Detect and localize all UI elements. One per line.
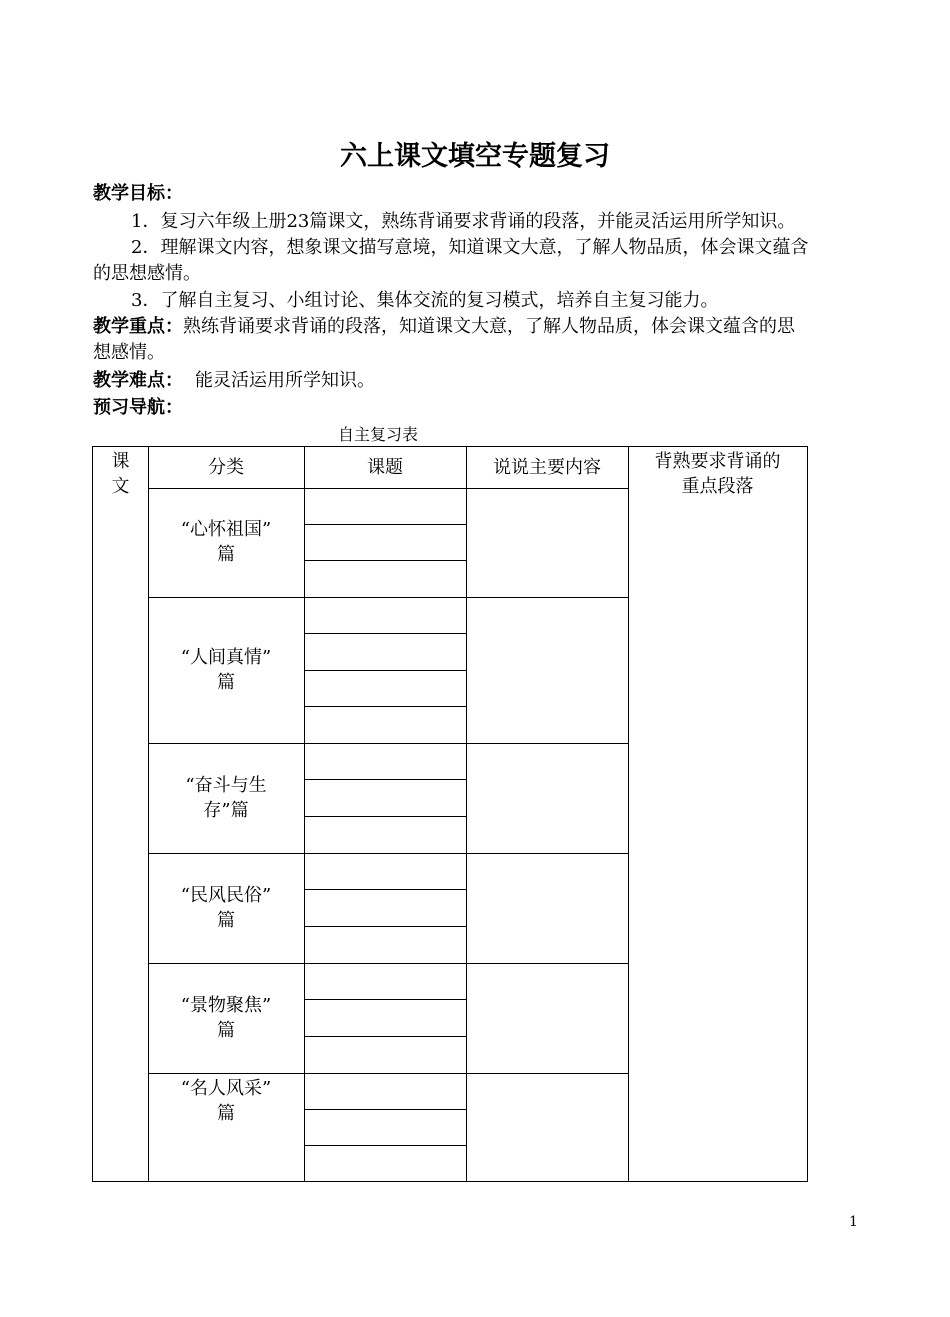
title-row-divider xyxy=(304,999,466,1000)
category-suffix: 篇 xyxy=(217,672,235,693)
page-number: 1 xyxy=(849,1214,858,1230)
col-divider xyxy=(628,447,629,1181)
group-divider xyxy=(148,743,628,744)
objective-2: 2．理解课文内容，想象课文描写意境，知道课文大意，了解人物品质，体会课文蕴含 xyxy=(131,237,809,258)
difficulty-text: 能灵活运用所学知识。 xyxy=(195,370,375,391)
category-cell xyxy=(148,517,304,567)
category-suffix: 篇 xyxy=(217,910,235,931)
title-row-divider xyxy=(304,670,466,671)
header-recite xyxy=(628,449,807,499)
category-cell xyxy=(148,1076,304,1126)
col-divider xyxy=(466,447,467,1181)
header-kewen-1: 课 xyxy=(111,451,130,472)
difficulty-label: 教学难点： xyxy=(93,370,183,391)
title-row-divider xyxy=(304,1145,466,1146)
table-caption: 自主复习表 xyxy=(338,425,419,444)
group-divider xyxy=(148,963,628,964)
focus-line xyxy=(93,314,795,340)
title-row-divider xyxy=(304,706,466,707)
objective-2-cont: 的思想感情。 xyxy=(93,263,201,284)
preview-label: 预习导航： xyxy=(93,397,183,418)
title-row-divider xyxy=(304,816,466,817)
header-recite-2: 重点段落 xyxy=(681,476,754,497)
category-name: “民风民俗” xyxy=(180,885,272,906)
category-suffix: 篇 xyxy=(217,1103,235,1124)
difficulty-line xyxy=(93,368,375,394)
category-suffix: 篇 xyxy=(217,544,235,565)
title-row-divider xyxy=(304,779,466,780)
review-table xyxy=(92,446,808,1182)
header-kewen xyxy=(93,449,148,499)
group-divider xyxy=(148,853,628,854)
group-divider xyxy=(148,597,628,598)
title-row-divider xyxy=(304,926,466,927)
title-row-divider xyxy=(304,1036,466,1037)
title-row-divider xyxy=(304,1109,466,1110)
objective-1: 1．复习六年级上册23篇课文，熟练背诵要求背诵的段落，并能灵活运用所学知识。 xyxy=(131,211,796,232)
title-row-divider xyxy=(304,889,466,890)
focus-text: 熟练背诵要求背诵的段落，知道课文大意，了解人物品质，体会课文蕴含的思 xyxy=(183,316,795,337)
row-divider xyxy=(148,488,628,489)
category-suffix: 篇 xyxy=(217,1020,235,1041)
category-name: “景物聚焦” xyxy=(180,995,272,1016)
header-content: 说说主要内容 xyxy=(493,457,601,478)
category-name: “名人风采” xyxy=(180,1078,272,1099)
category-name: “人间真情” xyxy=(180,647,272,668)
category-name: “奋斗与生 xyxy=(185,775,267,796)
category-suffix: 存”篇 xyxy=(203,800,249,821)
category-cell xyxy=(148,993,304,1043)
header-kewen-2: 文 xyxy=(111,476,130,497)
focus-label: 教学重点： xyxy=(93,316,183,337)
objective-3: 3．了解自主复习、小组讨论、集体交流的复习模式，培养自主复习能力。 xyxy=(131,290,719,311)
group-divider xyxy=(148,1073,628,1074)
page-title: 六上课文填空专题复习 xyxy=(340,141,610,172)
focus-text-cont: 想感情。 xyxy=(93,342,165,363)
header-title: 课题 xyxy=(367,457,403,478)
category-cell xyxy=(148,773,304,823)
category-cell xyxy=(148,645,304,695)
category-name: “心怀祖国” xyxy=(180,519,272,540)
category-cell xyxy=(148,883,304,933)
header-category: 分类 xyxy=(208,457,244,478)
objectives-label: 教学目标： xyxy=(93,183,183,204)
title-row-divider xyxy=(304,524,466,525)
title-row-divider xyxy=(304,633,466,634)
title-row-divider xyxy=(304,560,466,561)
header-recite-1: 背熟要求背诵的 xyxy=(654,451,781,472)
col-divider xyxy=(304,447,305,1181)
